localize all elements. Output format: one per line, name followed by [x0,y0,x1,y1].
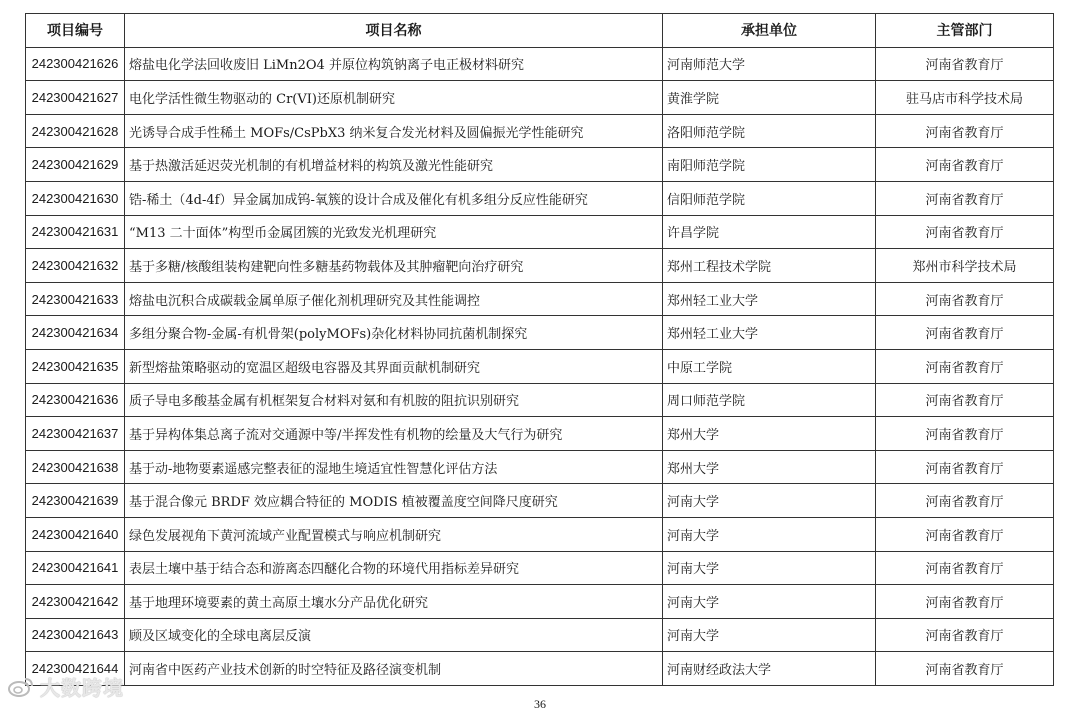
project-id-cell: 242300421627 [26,81,125,115]
table-row [26,450,1054,484]
project-name-cell: “M13 二十面体”构型币金属团簇的光致发光机理研究 [125,215,663,249]
table-body [26,47,1054,685]
header-project-id: 项目编号 [26,14,125,48]
table-row [26,484,1054,518]
table-row [26,81,1054,115]
project-id-cell: 242300421636 [26,383,125,417]
weibo-logo-icon [8,676,34,698]
table-row [26,282,1054,316]
table-row [26,383,1054,417]
project-id-cell: 242300421634 [26,316,125,350]
project-name-cell: 基于动-地物要素遥感完整表征的湿地生境适宜性智慧化评估方法 [125,450,663,484]
table-row [26,47,1054,81]
unit-cell: 河南师范大学 [663,47,876,81]
dept-cell: 河南省教育厅 [876,484,1054,518]
project-id-cell: 242300421626 [26,47,125,81]
watermark-text: 大数跨境 [40,676,124,700]
project-id-cell: 242300421641 [26,551,125,585]
table-row [26,114,1054,148]
unit-cell: 河南大学 [663,585,876,619]
table-row [26,551,1054,585]
unit-cell: 郑州轻工业大学 [663,282,876,316]
dept-cell: 河南省教育厅 [876,181,1054,215]
project-id-cell: 242300421630 [26,181,125,215]
unit-cell: 黄淮学院 [663,81,876,115]
dept-cell: 驻马店市科学技术局 [876,81,1054,115]
unit-cell: 许昌学院 [663,215,876,249]
project-id-cell: 242300421631 [26,215,125,249]
unit-cell: 洛阳师范学院 [663,114,876,148]
header-project-name: 项目名称 [125,14,663,48]
table-row [26,349,1054,383]
project-name-cell: 表层土壤中基于结合态和游离态四醚化合物的环境代用指标差异研究 [125,551,663,585]
project-name-cell: 多组分聚合物-金属-有机骨架(polyMOFs)杂化材料协同抗菌机制探究 [125,316,663,350]
dept-cell: 河南省教育厅 [876,282,1054,316]
table-row [26,417,1054,451]
unit-cell: 郑州轻工业大学 [663,316,876,350]
project-name-cell: 质子导电多酸基金属有机框架复合材料对氨和有机胺的阻抗识别研究 [125,383,663,417]
dept-cell: 河南省教育厅 [876,551,1054,585]
dept-cell: 河南省教育厅 [876,383,1054,417]
project-name-cell: 河南省中医药产业技术创新的时空特征及路径演变机制 [125,652,663,686]
project-name-cell: 熔盐电沉积合成碳载金属单原子催化剂机理研究及其性能调控 [125,282,663,316]
unit-cell: 周口师范学院 [663,383,876,417]
unit-cell: 郑州工程技术学院 [663,249,876,283]
project-name-cell: 基于地理环境要素的黄土高原土壤水分产品优化研究 [125,585,663,619]
table-row [26,585,1054,619]
unit-cell: 河南大学 [663,484,876,518]
table-row [26,652,1054,686]
project-name-cell: 基于热激活延迟荧光机制的有机增益材料的构筑及激光性能研究 [125,148,663,182]
unit-cell: 河南大学 [663,517,876,551]
dept-cell: 河南省教育厅 [876,652,1054,686]
dept-cell: 河南省教育厅 [876,47,1054,81]
dept-cell: 河南省教育厅 [876,114,1054,148]
project-id-cell: 242300421639 [26,484,125,518]
unit-cell: 中原工学院 [663,349,876,383]
unit-cell: 河南财经政法大学 [663,652,876,686]
project-id-cell: 242300421644 [26,652,125,686]
project-name-cell: 新型熔盐策略驱动的宽温区超级电容器及其界面贡献机制研究 [125,349,663,383]
project-name-cell: 熔盐电化学法回收废旧 LiMn2O4 并原位构筑钠离子电正极材料研究 [125,47,663,81]
project-id-cell: 242300421628 [26,114,125,148]
project-table [25,13,1054,686]
table-row [26,249,1054,283]
project-id-cell: 242300421642 [26,585,125,619]
dept-cell: 河南省教育厅 [876,585,1054,619]
project-name-cell: 顾及区域变化的全球电离层反演 [125,618,663,652]
watermark [8,672,124,701]
table-row [26,181,1054,215]
project-id-cell: 242300421632 [26,249,125,283]
table-row [26,316,1054,350]
unit-cell: 信阳师范学院 [663,181,876,215]
dept-cell: 河南省教育厅 [876,517,1054,551]
project-id-cell: 242300421629 [26,148,125,182]
table-row [26,618,1054,652]
project-name-cell: 电化学活性微生物驱动的 Cr(VI)还原机制研究 [125,81,663,115]
project-name-cell: 基于异构体集总离子流对交通源中等/半挥发性有机物的绘量及大气行为研究 [125,417,663,451]
header-undertaking-unit: 承担单位 [663,14,876,48]
project-id-cell: 242300421640 [26,517,125,551]
dept-cell: 河南省教育厅 [876,417,1054,451]
unit-cell: 郑州大学 [663,417,876,451]
project-name-cell: 基于多糖/核酸组装构建靶向性多糖基药物载体及其肿瘤靶向治疗研究 [125,249,663,283]
dept-cell: 郑州市科学技术局 [876,249,1054,283]
project-id-cell: 242300421643 [26,618,125,652]
project-name-cell: 光诱导合成手性稀土 MOFs/CsPbX3 纳米复合发光材料及圆偏振光学性能研究 [125,114,663,148]
project-id-cell: 242300421638 [26,450,125,484]
project-name-cell: 基于混合像元 BRDF 效应耦合特征的 MODIS 植被覆盖度空间降尺度研究 [125,484,663,518]
project-name-cell: 绿色发展视角下黄河流域产业配置模式与响应机制研究 [125,517,663,551]
dept-cell: 河南省教育厅 [876,349,1054,383]
table-header-row [26,14,1054,48]
project-id-cell: 242300421637 [26,417,125,451]
dept-cell: 河南省教育厅 [876,148,1054,182]
unit-cell: 河南大学 [663,551,876,585]
project-id-cell: 242300421633 [26,282,125,316]
project-name-cell: 锆-稀土（4d-4f）异金属加成钨-氧簇的设计合成及催化有机多组分反应性能研究 [125,181,663,215]
table-row [26,148,1054,182]
unit-cell: 河南大学 [663,618,876,652]
dept-cell: 河南省教育厅 [876,215,1054,249]
dept-cell: 河南省教育厅 [876,316,1054,350]
project-id-cell: 242300421635 [26,349,125,383]
unit-cell: 郑州大学 [663,450,876,484]
dept-cell: 河南省教育厅 [876,450,1054,484]
table-row [26,215,1054,249]
page-number: 36 [534,697,546,711]
unit-cell: 南阳师范学院 [663,148,876,182]
header-supervising-dept: 主管部门 [876,14,1054,48]
dept-cell: 河南省教育厅 [876,618,1054,652]
table-row [26,517,1054,551]
